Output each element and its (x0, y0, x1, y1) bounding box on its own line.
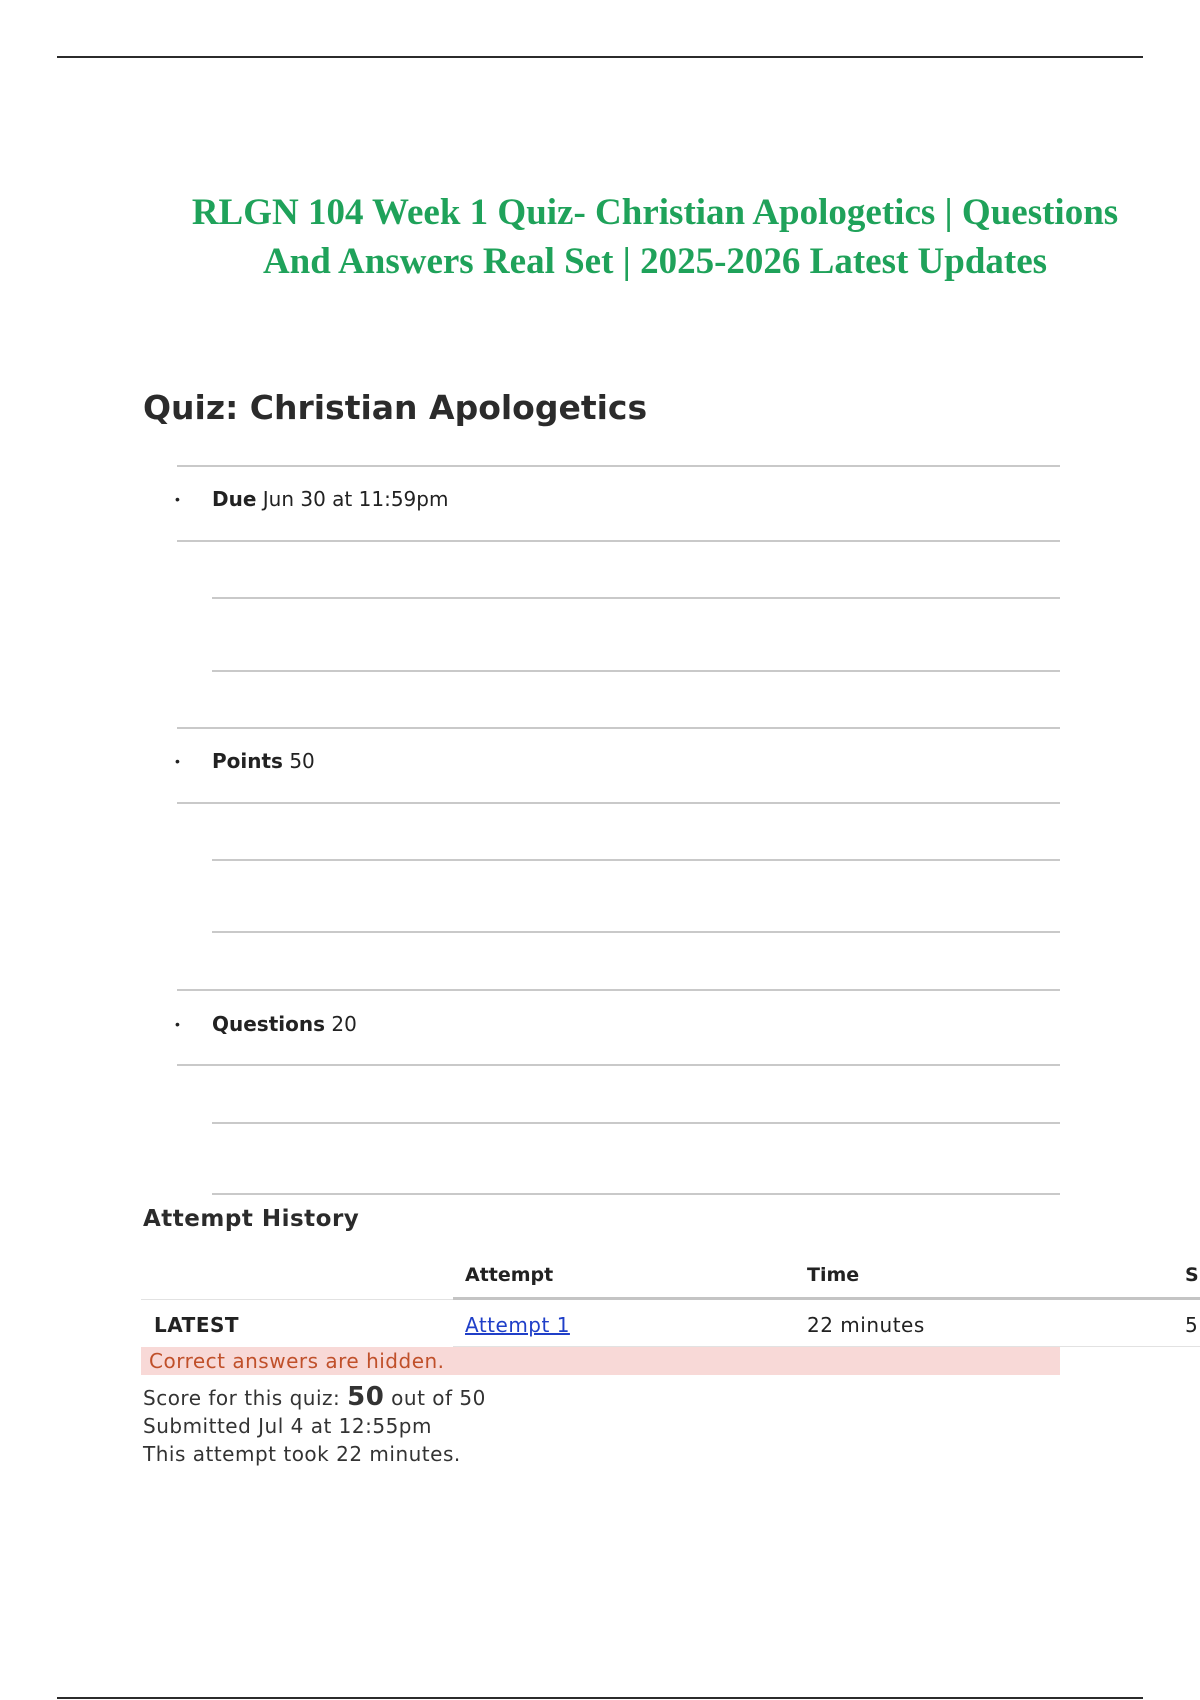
score-summary (143, 1382, 486, 1412)
duration-text: This attempt took 22 minutes. (143, 1442, 461, 1466)
answers-hidden-notice: Correct answers are hidden. (141, 1347, 1060, 1375)
page-top-rule (57, 56, 1143, 58)
divider (212, 1193, 1060, 1195)
detail-value: 50 (289, 749, 315, 773)
divider (212, 859, 1060, 861)
document-title (100, 188, 1200, 286)
document-title-line2: And Answers Real Set | 2025-2026 Latest Updates (262, 241, 1048, 282)
score-value: 50 (347, 1382, 385, 1412)
column-header-attempt: Attempt (465, 1264, 554, 1286)
score-suffix: out of 50 (391, 1386, 486, 1410)
attempt-1-link[interactable]: Attempt 1 (465, 1313, 570, 1337)
divider (212, 670, 1060, 672)
detail-value: Jun 30 at 11:59pm (262, 487, 449, 511)
document-title-line1: RLGN 104 Week 1 Quiz- Christian Apologetics | Questions (191, 192, 1119, 233)
detail-value: 20 (331, 1012, 357, 1036)
points-item (212, 749, 315, 773)
divider (177, 1064, 1060, 1066)
column-header-score: S (1185, 1264, 1199, 1286)
column-header-time: Time (807, 1264, 860, 1286)
detail-label: Questions (212, 1012, 326, 1036)
questions-item (212, 1012, 357, 1036)
attempt-history-title: Attempt History (143, 1206, 360, 1232)
header-divider-left (141, 1299, 453, 1300)
score-label: Score for this quiz: (143, 1386, 341, 1410)
divider (177, 540, 1060, 542)
divider (212, 1122, 1060, 1124)
due-date-item (212, 487, 448, 511)
bullet-icon: • (175, 1016, 180, 1032)
divider (177, 802, 1060, 804)
quiz-heading: Quiz: Christian Apologetics (143, 388, 648, 427)
row-status-latest: LATEST (154, 1313, 240, 1337)
bullet-icon: • (175, 753, 180, 769)
detail-label: Due (212, 487, 257, 511)
attempt-time: 22 minutes (807, 1313, 925, 1337)
divider (177, 989, 1060, 991)
divider (212, 597, 1060, 599)
detail-label: Points (212, 749, 283, 773)
header-divider (453, 1297, 1200, 1300)
bullet-icon: • (175, 491, 180, 507)
page-bottom-rule (57, 1697, 1143, 1699)
submitted-text: Submitted Jul 4 at 12:55pm (143, 1414, 432, 1438)
attempt-score: 5 (1185, 1313, 1199, 1337)
divider (177, 465, 1060, 467)
divider (212, 931, 1060, 933)
divider (177, 727, 1060, 729)
